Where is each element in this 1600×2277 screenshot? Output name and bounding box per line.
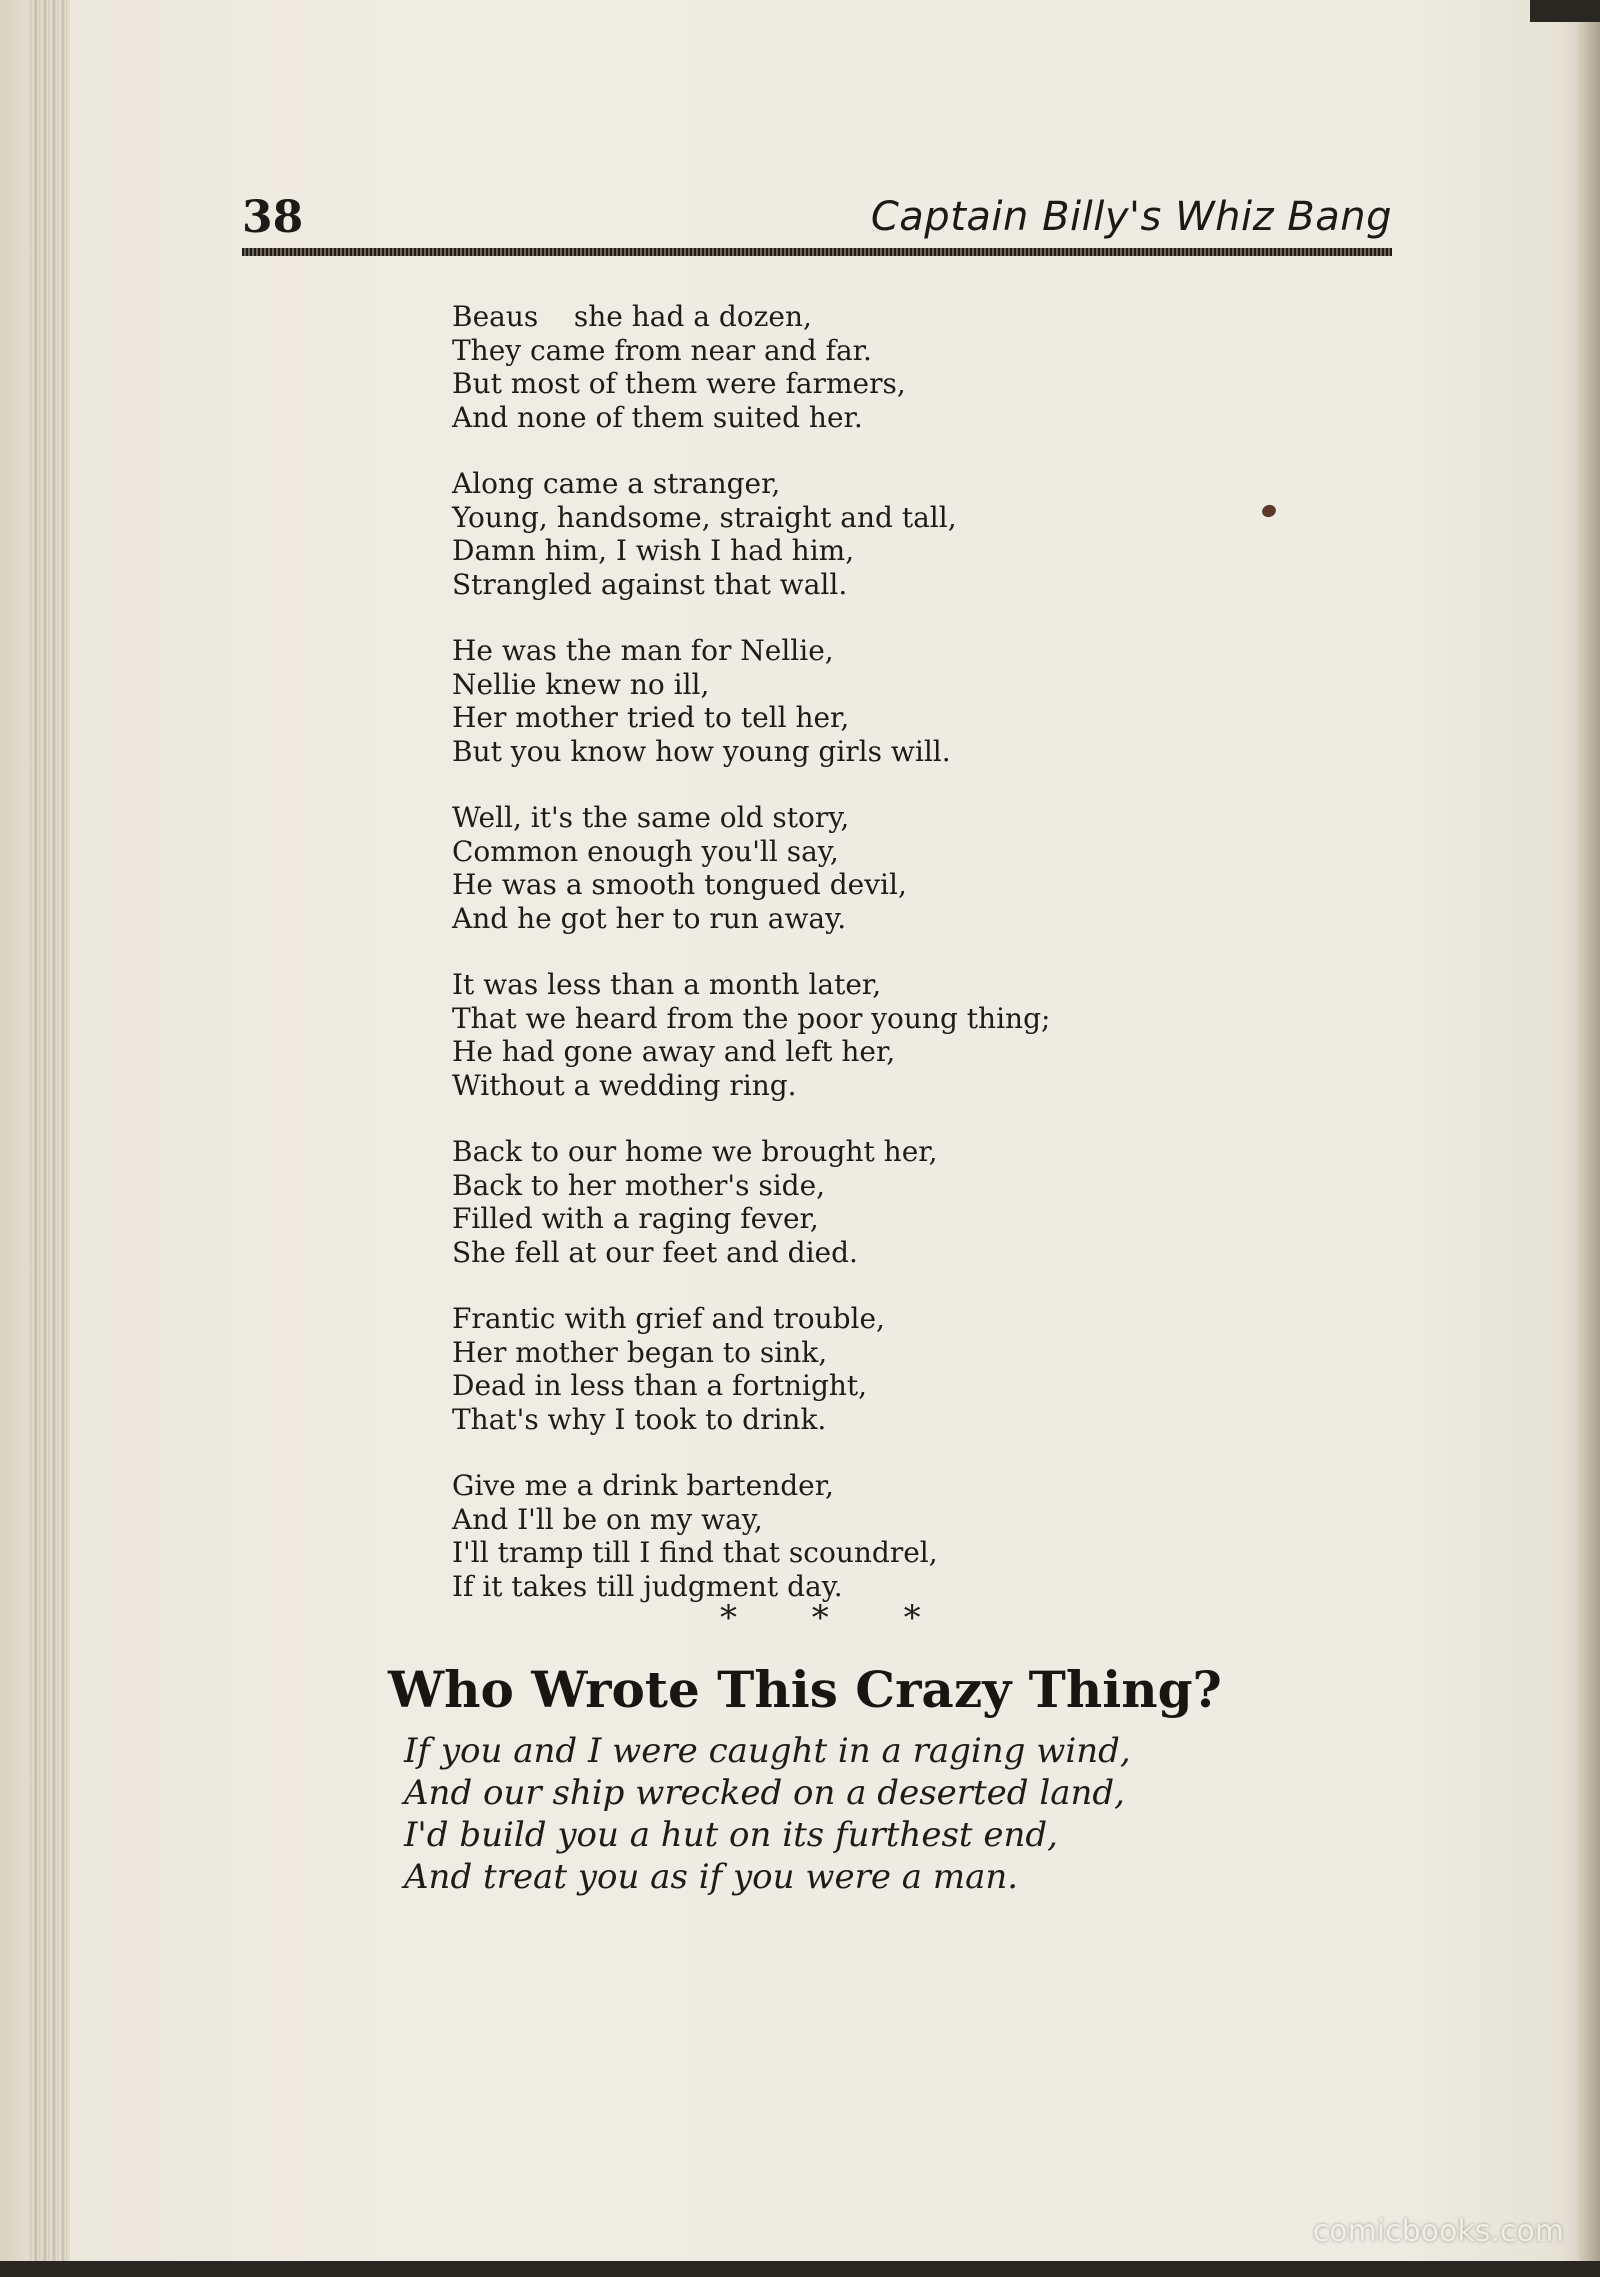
- poem-line: They came from near and far.: [452, 333, 872, 367]
- running-head: Captain Billy's Whiz Bang: [870, 194, 1392, 240]
- poem-line: Back to our home we brought her,: [452, 1135, 938, 1168]
- poem-line: Young, handsome, straight and tall,: [452, 500, 957, 534]
- poem-line: That's why I took to drink.: [452, 1402, 827, 1436]
- poem-line: He had gone away and left her,: [452, 1035, 896, 1068]
- poem-line: Strangled against that wall.: [452, 567, 848, 601]
- poem-line: Back to her mother's side,: [452, 1168, 826, 1202]
- page-number: 38: [242, 192, 304, 243]
- poem-stanza: [452, 801, 1212, 935]
- watermark: comicbooks.com: [1312, 2214, 1564, 2249]
- poem-stanza: [452, 1469, 1212, 1603]
- poem-line: Give me a drink bartender,: [452, 1469, 834, 1502]
- poem-line: Her mother tried to tell her,: [452, 701, 850, 734]
- poem-line: Damn him, I wish I had him,: [452, 534, 855, 567]
- poem-line: But you know how young girls will.: [452, 734, 951, 768]
- poem-line: Without a wedding ring.: [452, 1068, 797, 1102]
- poem-line: Frantic with grief and trouble,: [452, 1302, 885, 1335]
- page-header: [242, 192, 1392, 252]
- section-title: Who Wrote This Crazy Thing?: [388, 1660, 1222, 1719]
- verse-line: And treat you as if you were a man.: [404, 1857, 1019, 1897]
- page-corner: [1530, 0, 1600, 22]
- ink-spot: [1260, 503, 1277, 519]
- poem-stanza: [452, 968, 1212, 1102]
- poem-line: He was a smooth tongued devil,: [452, 868, 907, 901]
- poem-line: I'll tramp till I find that scoundrel,: [452, 1536, 938, 1569]
- poem-line: He was the man for Nellie,: [452, 634, 834, 667]
- verse-line: And our ship wrecked on a deserted land,: [404, 1773, 1125, 1813]
- poem-line: Dead in less than a fortnight,: [452, 1369, 868, 1402]
- header-rule: [242, 248, 1392, 256]
- poem-stanza: [452, 1302, 1212, 1436]
- verse-line: I'd build you a hut on its furthest end,: [404, 1815, 1058, 1855]
- poem-line: But most of them were farmers,: [452, 367, 906, 400]
- poem-line: If it takes till judgment day.: [452, 1569, 843, 1603]
- poem-stanza: [452, 300, 1212, 434]
- poem: [452, 300, 1212, 1636]
- poem-stanza: [452, 1135, 1212, 1269]
- verse: [404, 1730, 1304, 1898]
- poem-line: She fell at our feet and died.: [452, 1235, 858, 1269]
- poem-stanza: [452, 634, 1212, 768]
- poem-line: And none of them suited her.: [452, 400, 863, 434]
- verse-line: If you and I were caught in a raging wind,: [404, 1731, 1131, 1771]
- poem-line: Common enough you'll say,: [452, 834, 839, 868]
- poem-line: Nellie knew no ill,: [452, 667, 710, 701]
- poem-line: That we heard from the poor young thing;: [452, 1001, 1051, 1035]
- poem-line: Her mother began to sink,: [452, 1335, 828, 1369]
- poem-line: And I'll be on my way,: [452, 1502, 763, 1536]
- poem-line: And he got her to run away.: [452, 901, 847, 935]
- page-bottom-edge: [0, 2261, 1600, 2277]
- poem-line: It was less than a month later,: [452, 968, 882, 1001]
- poem-line: Filled with a raging fever,: [452, 1202, 819, 1235]
- poem-line: Along came a stranger,: [452, 467, 781, 500]
- poem-line: Well, it's the same old story,: [452, 801, 850, 834]
- poem-line: Beaus she had a dozen,: [452, 300, 812, 333]
- page-binding: [30, 0, 70, 2277]
- stanza-separator: * * *: [720, 1598, 953, 1638]
- poem-stanza: [452, 467, 1212, 601]
- page-edge: [1578, 0, 1600, 2277]
